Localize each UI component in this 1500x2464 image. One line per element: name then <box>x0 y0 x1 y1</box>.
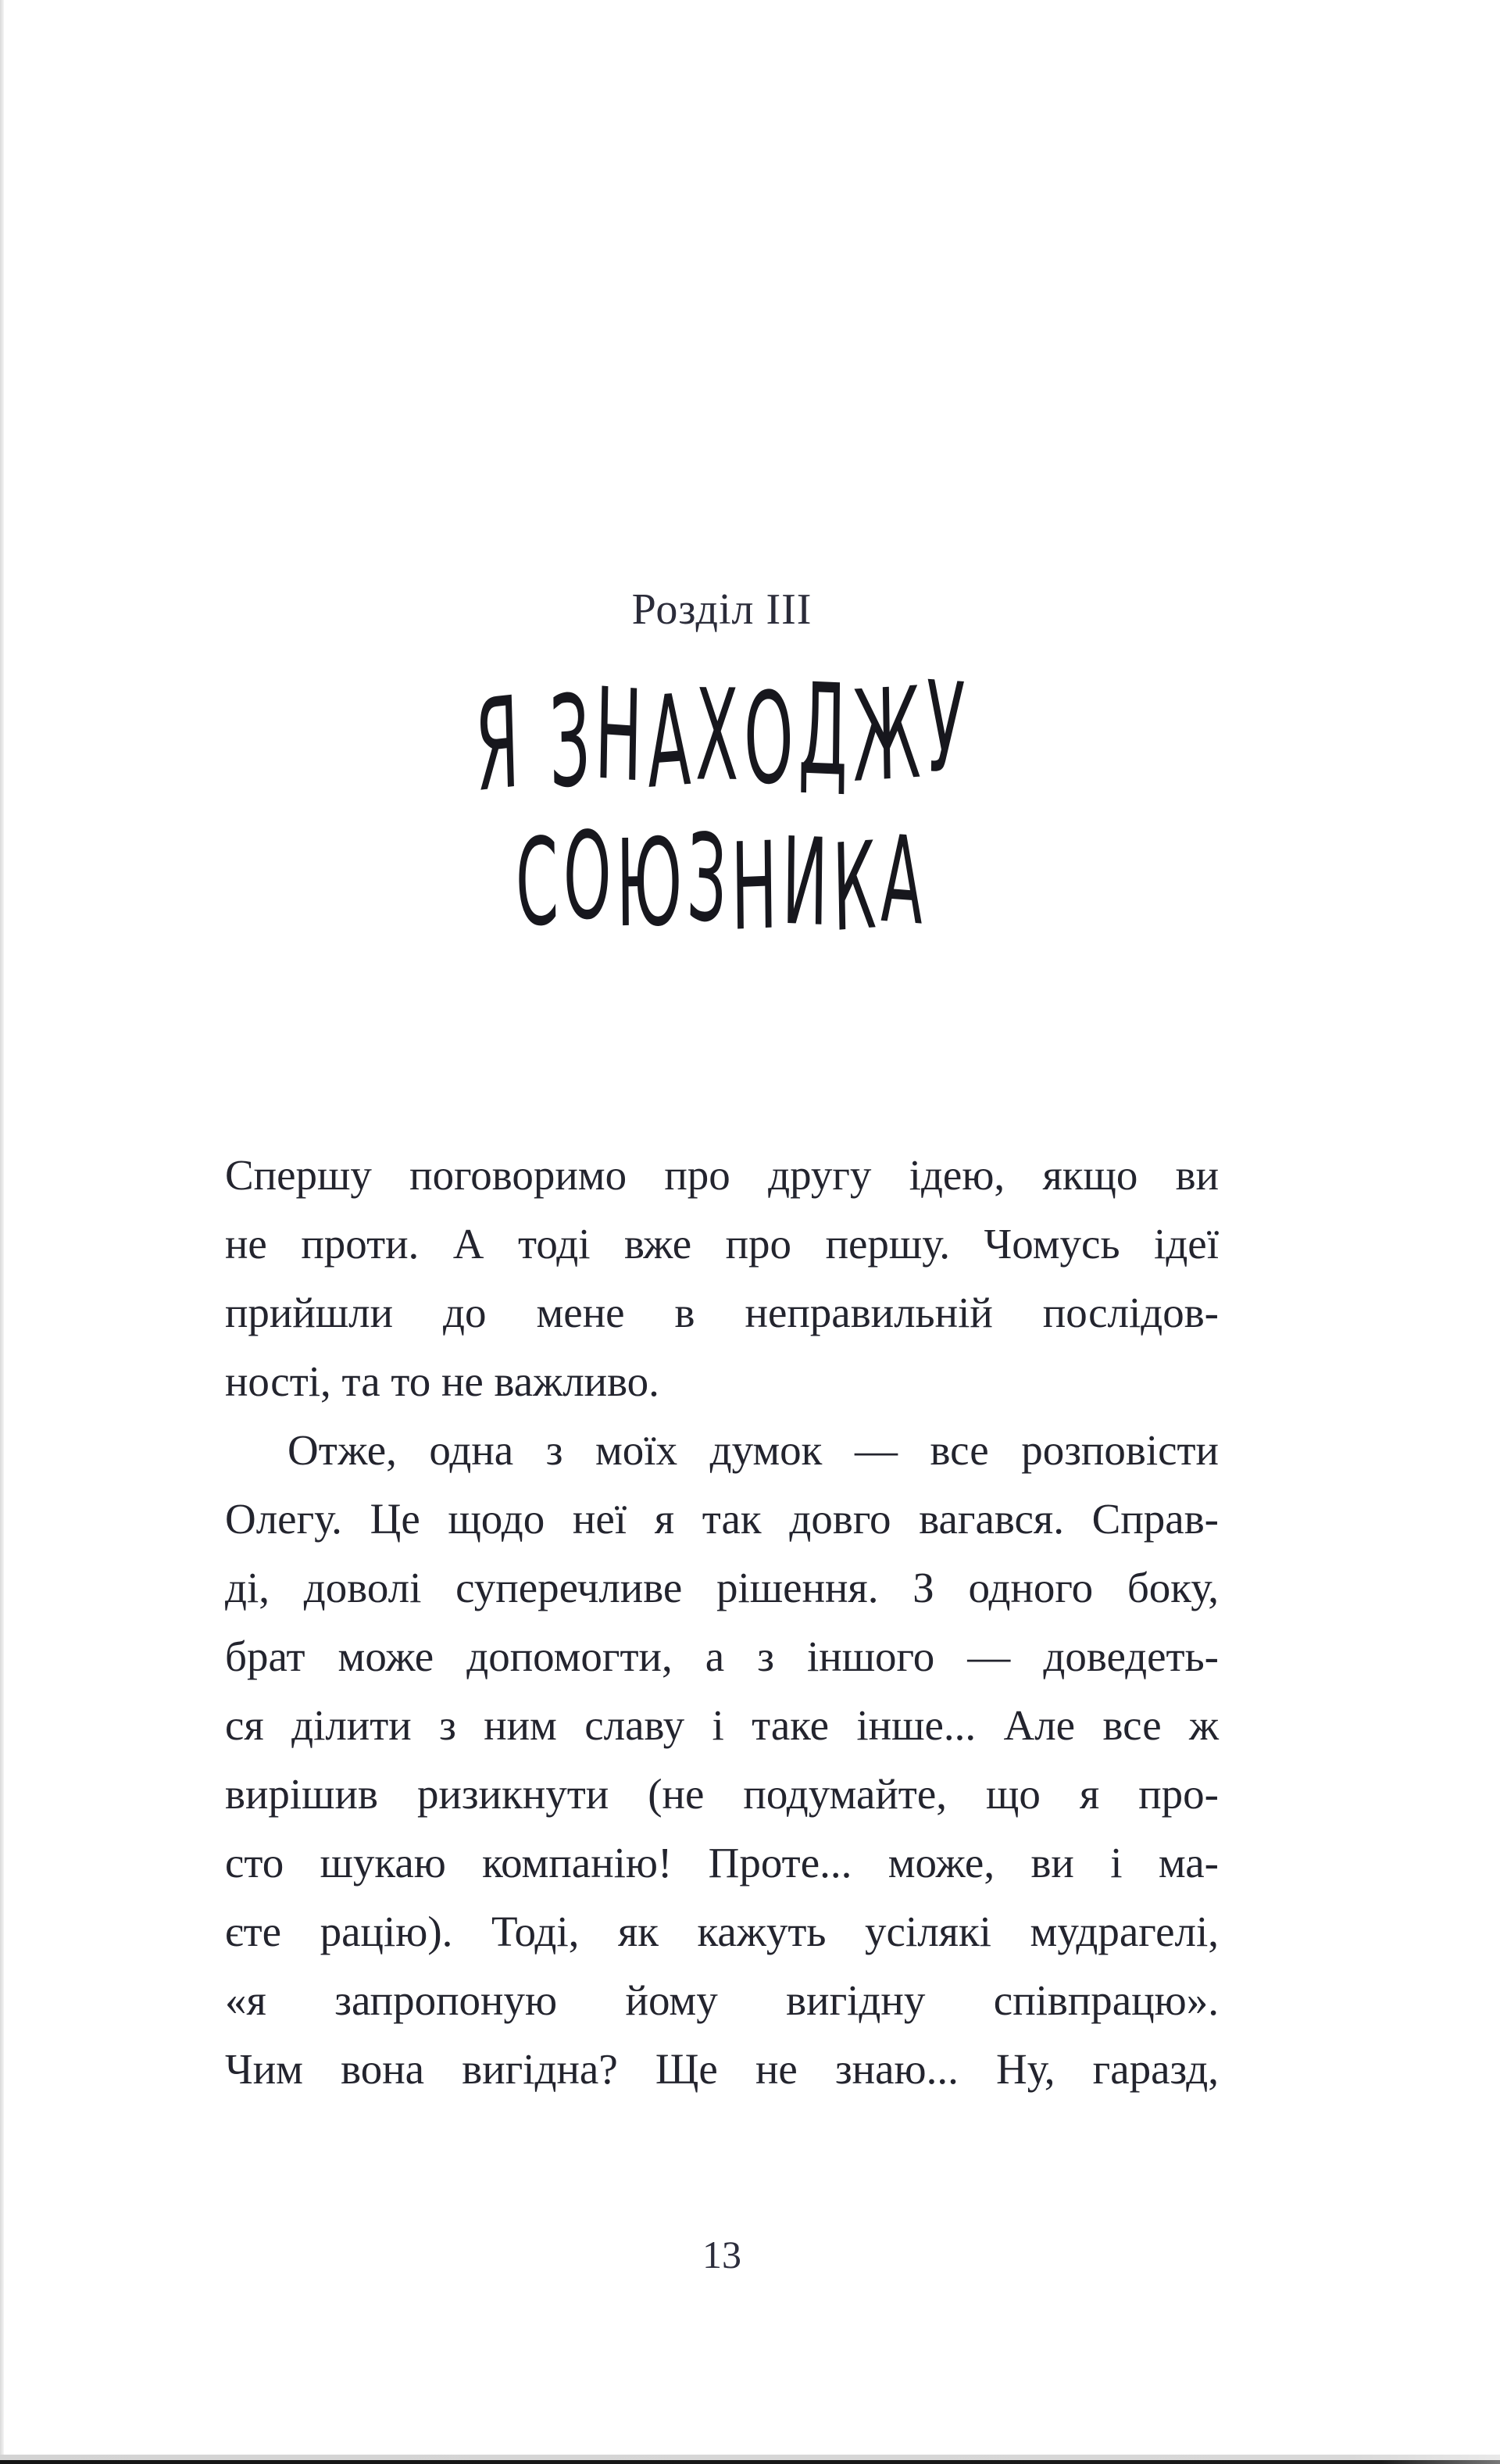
body-text-block <box>225 1141 1219 2104</box>
body-line: ності, та то не важливо. <box>225 1357 659 1405</box>
bottom-page-edge-shadow <box>0 2455 1500 2460</box>
chapter-heading: Розділ III <box>631 585 812 634</box>
body-line: не проти. А тоді вже про першу. Чомусь ідеї <box>225 1220 1219 1268</box>
body-line: ді, доволі суперечливе рішення. З одного боку, <box>225 1564 1219 1611</box>
body-line: прийшли до мене в неправильній послідов- <box>225 1289 1219 1336</box>
body-line: Отже, одна з моїх думок — все розповісти <box>288 1426 1219 1474</box>
handwritten-title-line-2: СОЮЗНИКА <box>514 804 930 959</box>
handwritten-title-line-1: Я ЗНАХОДЖУ <box>473 653 971 821</box>
body-line: брат може допомогти, а з іншого — доведеть- <box>225 1633 1219 1680</box>
body-line: Спершу поговоримо про другу ідею, якщо ви <box>225 1151 1219 1199</box>
page-number: 13 <box>702 2233 741 2276</box>
bottom-page-edge-dark <box>0 2460 1500 2464</box>
left-page-edge <box>0 0 4 2464</box>
body-line: ся ділити з ним славу і таке інше... Але все ж <box>225 1701 1219 1749</box>
body-line: «я запропоную йому вигідну співпрацю». <box>225 1976 1219 2024</box>
body-line: вирішив ризикнути (не подумайте, що я про- <box>225 1770 1219 1818</box>
body-line: Чим вона вигідна? Ще не знаю... Ну, гаразд, <box>225 2045 1219 2093</box>
body-line: сто шукаю компанію! Проте... може, ви і ма- <box>225 1839 1219 1886</box>
body-line: Олегу. Це щодо неї я так довго вагався. Справ- <box>225 1495 1219 1543</box>
body-line: єте рацію). Тоді, як кажуть усілякі мудрагелі, <box>225 1908 1219 1955</box>
